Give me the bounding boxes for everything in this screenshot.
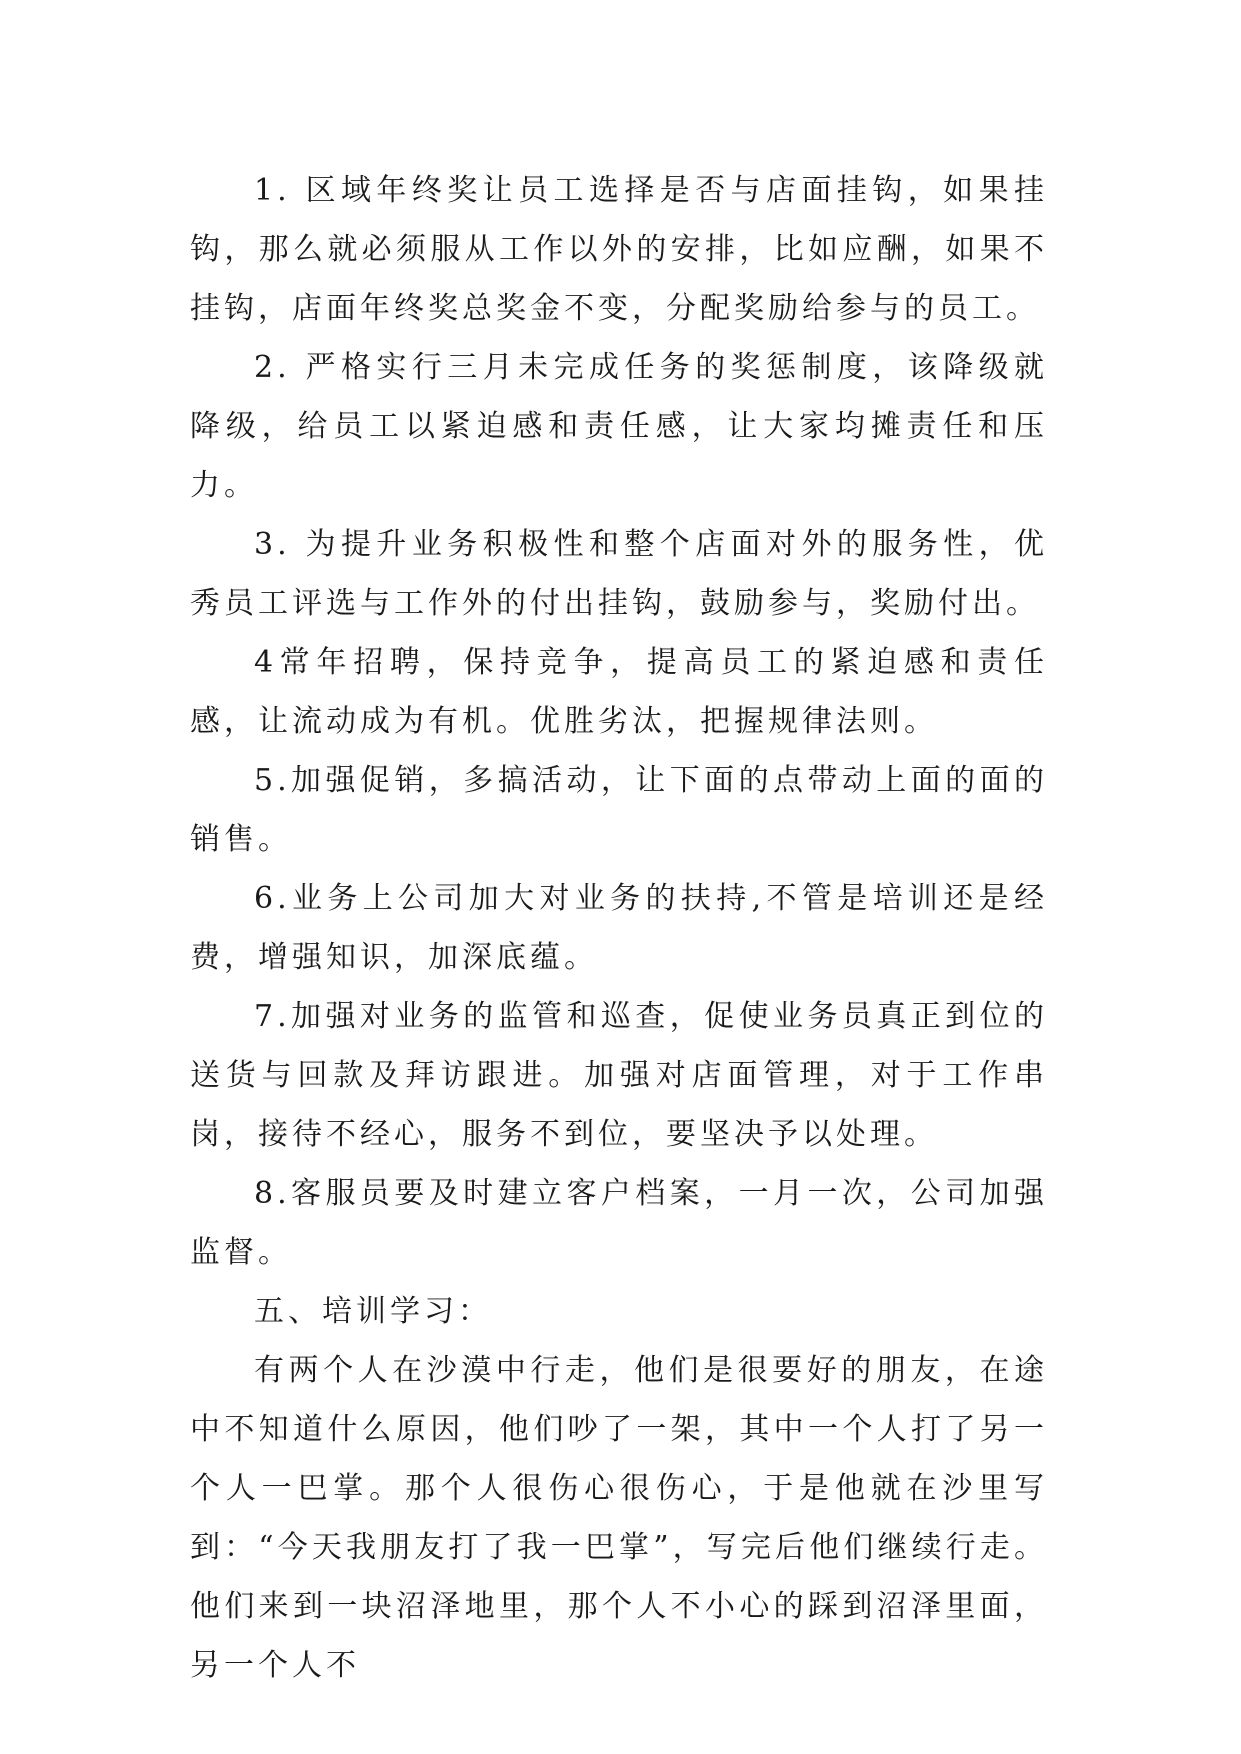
paragraph-item-7: 7.加强对业务的监管和巡查，促使业务员真正到位的送货与回款及拜访跟进。加强对店面管理，对于工作串岗，接待不经心，服务不到位，要坚决予以处理。 bbox=[190, 999, 1048, 1152]
paragraph-item-6: 6.业务上公司加大对业务的扶持,不管是培训还是经费，增强知识，加深底蕴。 bbox=[190, 881, 1048, 975]
story-paragraph: 有两个人在沙漠中行走，他们是很要好的朋友，在途中不知道什么原因，他们吵了一架，其中一个人打了另一个人一巴掌。那个人很伤心很伤心，于是他就在沙里写到：“今天我朋友打了我一巴掌”，写完后他们继续行走。他们来到一块沼泽地里，那个人不小心的踩到沼泽里面，另一个人不 bbox=[190, 1353, 1048, 1683]
paragraph-item-3: 3. 为提升业务积极性和整个店面对外的服务性，优秀员工评选与工作外的付出挂钩，鼓励参与，奖励付出。 bbox=[190, 527, 1048, 621]
paragraph-item-2: 2. 严格实行三月未完成任务的奖惩制度，该降级就降级，给员工以紧迫感和责任感，让大家均摊责任和压力。 bbox=[190, 350, 1048, 503]
section-heading-training: 五、培训学习： bbox=[254, 1294, 492, 1329]
paragraph-item-4: 4常年招聘，保持竞争，提高员工的紧迫感和责任感，让流动成为有机。优胜劣汰，把握规律法则。 bbox=[190, 645, 1048, 739]
paragraph-item-8: 8.客服员要及时建立客户档案，一月一次，公司加强监督。 bbox=[190, 1176, 1048, 1270]
paragraph-item-5: 5.加强促销，多搞活动，让下面的点带动上面的面的销售。 bbox=[190, 763, 1048, 857]
document-body bbox=[190, 161, 1048, 1695]
paragraph-item-1: 1. 区域年终奖让员工选择是否与店面挂钩，如果挂钩，那么就必须服从工作以外的安排，比如应酬，如果不挂钩，店面年终奖总奖金不变，分配奖励给参与的员工。 bbox=[190, 173, 1048, 326]
